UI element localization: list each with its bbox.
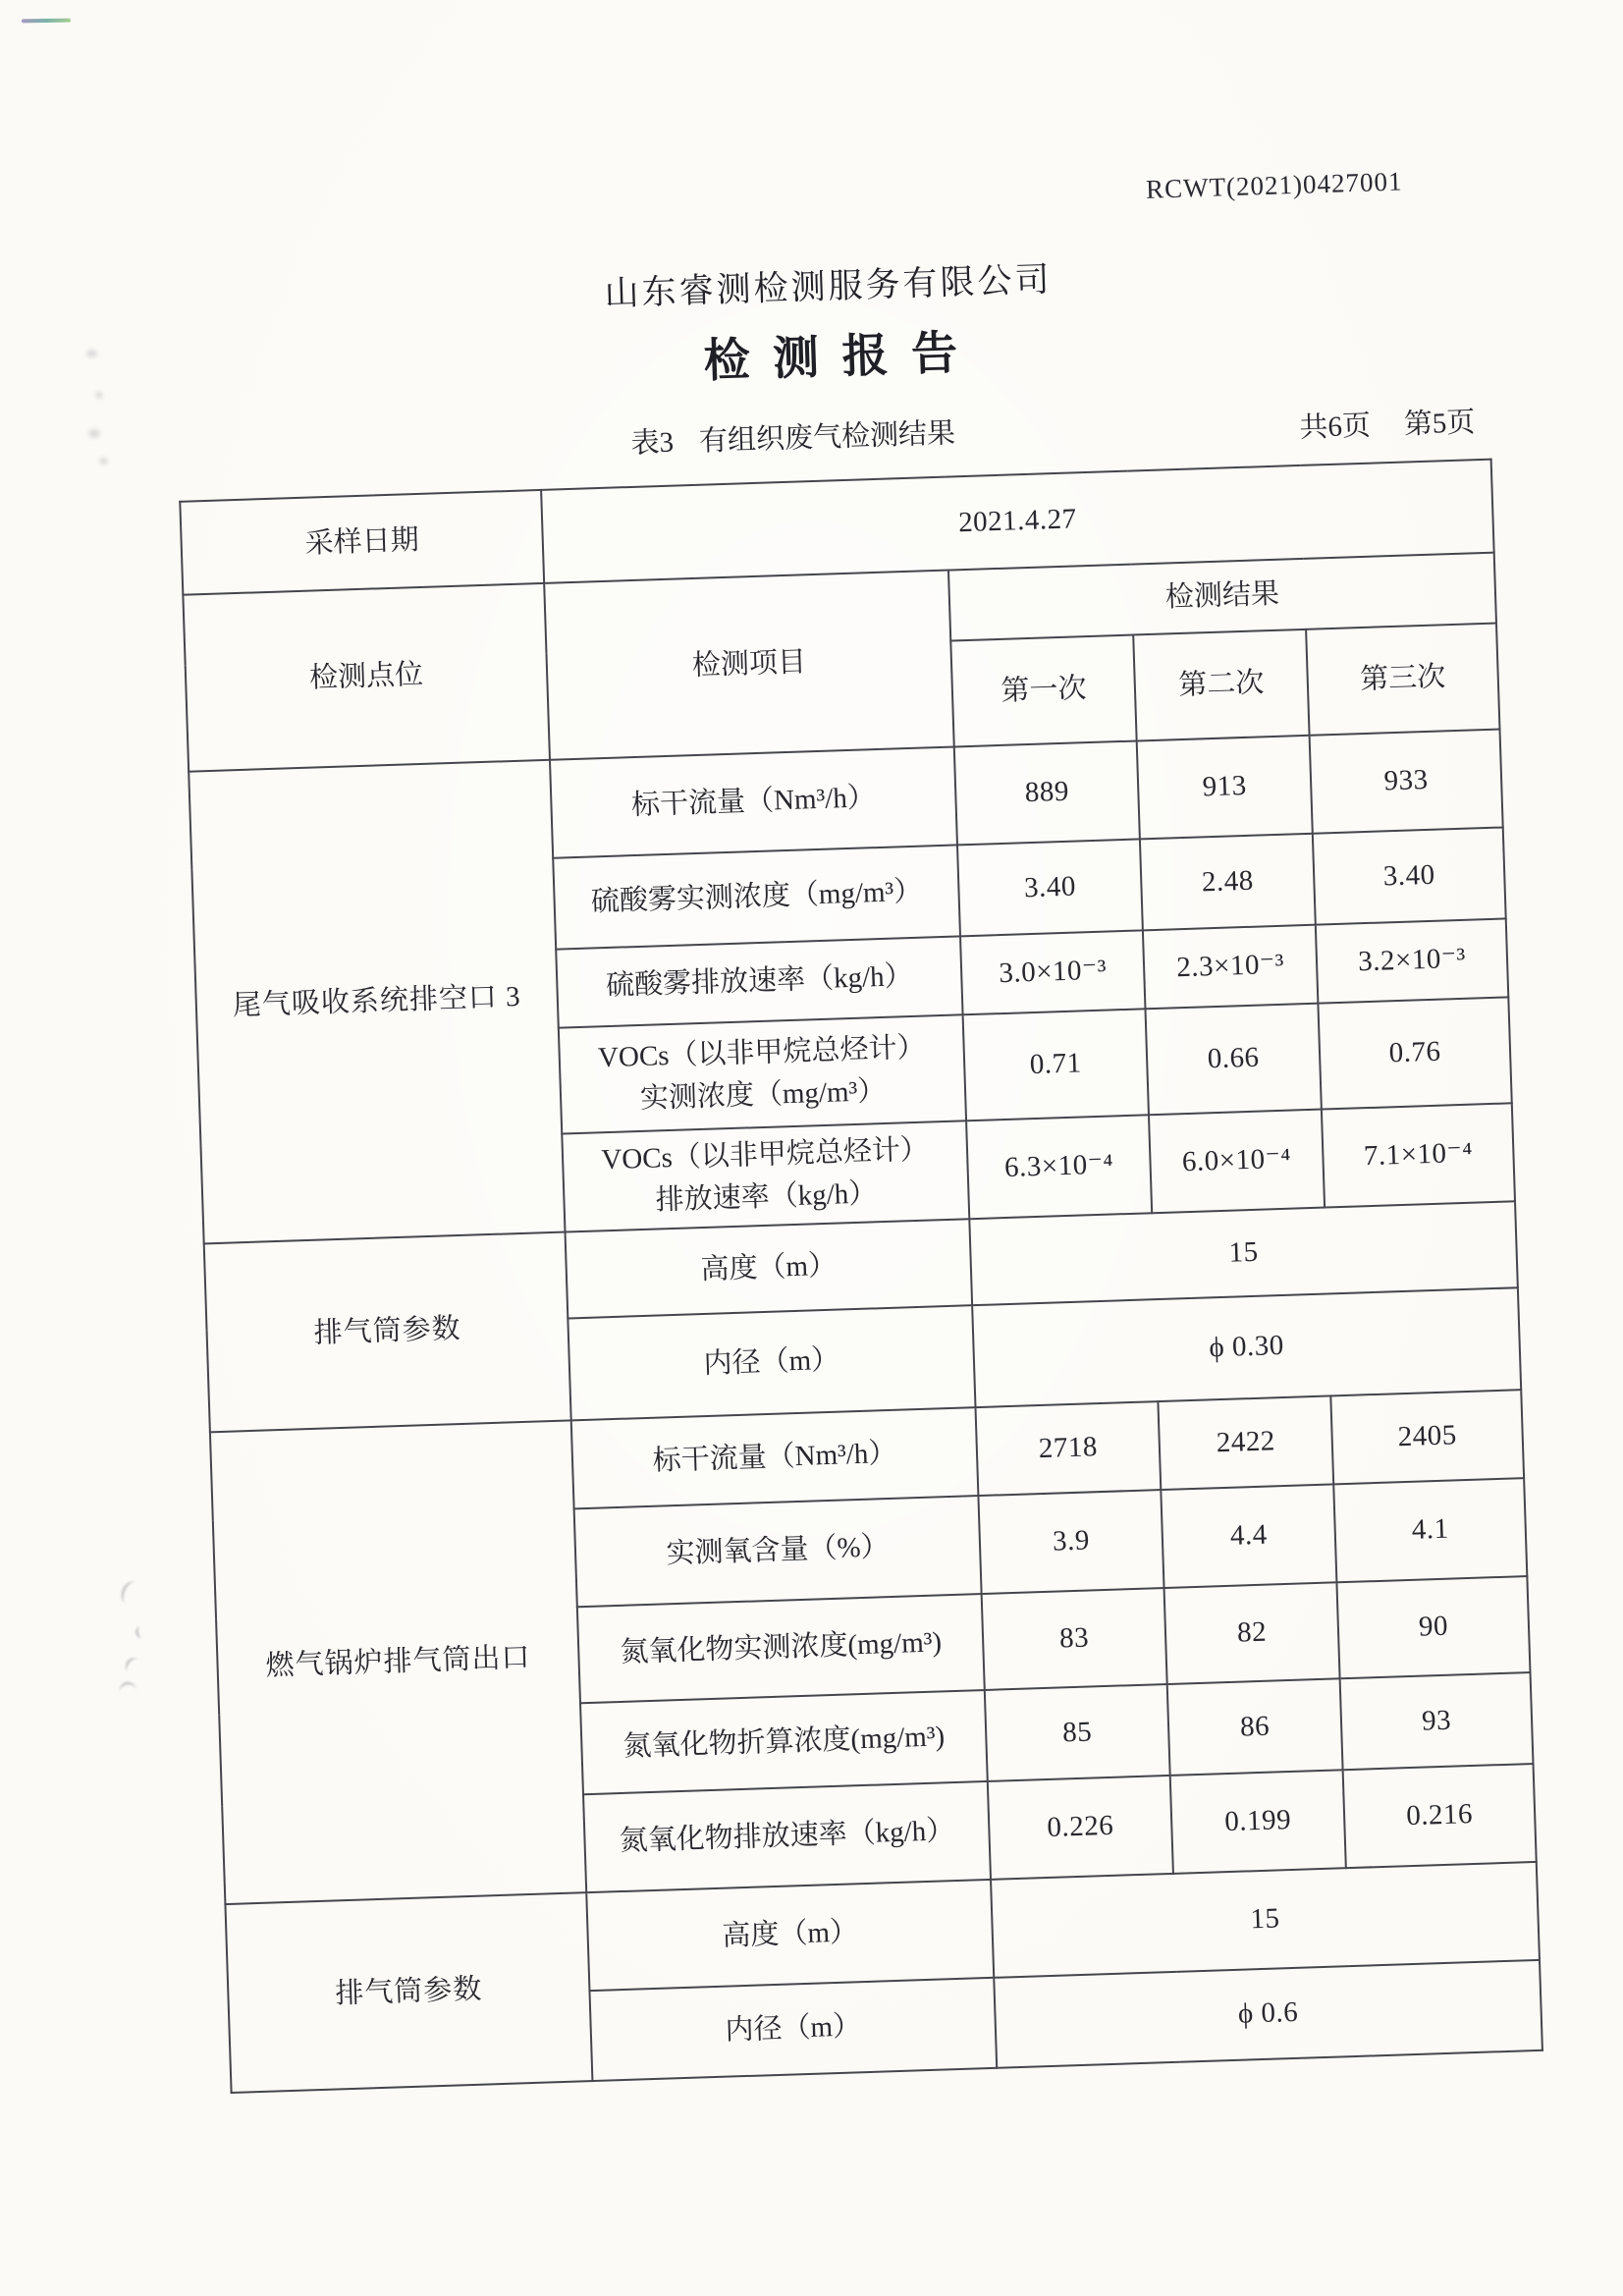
result-cell: 933 — [1310, 730, 1503, 834]
group-label-cell: 排气筒参数 — [225, 1892, 592, 2093]
item-label-cell: 标干流量（Nm³/h） — [550, 746, 957, 857]
result-cell: 2405 — [1330, 1390, 1524, 1484]
run1-header: 第一次 — [950, 635, 1136, 747]
item-label-cell: 硫酸雾实测浓度（mg/m³） — [553, 845, 960, 949]
item-label-cell: 高度（m） — [586, 1880, 994, 1991]
result-cell: 85 — [985, 1684, 1170, 1781]
result-cell: 82 — [1164, 1582, 1340, 1684]
result-cell: 83 — [982, 1588, 1167, 1690]
page-current: 第5页 — [1403, 407, 1476, 441]
table-caption-number: 表3 — [630, 426, 675, 460]
report-number: RCWT(2021)0427001 — [1145, 166, 1403, 204]
scan-smudge — [86, 350, 97, 357]
result-cell: 4.1 — [1333, 1478, 1527, 1582]
result-cell: 0.226 — [988, 1776, 1173, 1880]
item-column-header: 检测项目 — [544, 571, 954, 760]
merged-result-cell: 15 — [991, 1862, 1540, 1978]
group-label-cell: 尾气吸收系统排空口 3 — [189, 760, 565, 1244]
scan-smudge — [88, 429, 100, 438]
result-cell: 7.1×10⁻⁴ — [1322, 1103, 1515, 1207]
scan-artifact-stripe — [22, 19, 71, 24]
result-cell: 93 — [1340, 1672, 1534, 1770]
company-name: 山东睿测检测服务有限公司 — [604, 260, 1054, 313]
item-label-cell: 内径（m） — [589, 1978, 997, 2081]
sampling-date-value-cell: 2021.4.27 — [541, 460, 1494, 583]
item-label-cell: 内径（m） — [568, 1305, 975, 1420]
result-column-header: 检测结果 — [948, 553, 1496, 641]
item-label-cell: VOCs（以非甲烷总烃计） 排放速率（kg/h） — [562, 1121, 969, 1231]
result-cell: 3.2×10⁻³ — [1316, 918, 1508, 1003]
report-content — [169, 146, 1542, 2112]
merged-result-cell: ϕ 0.6 — [994, 1960, 1542, 2068]
merged-result-cell: ϕ 0.30 — [972, 1287, 1521, 1407]
result-cell: 889 — [954, 740, 1140, 845]
group-label-cell: 排气筒参数 — [204, 1232, 571, 1433]
result-cell: 0.71 — [963, 1009, 1149, 1121]
report-title: 检测报告 — [702, 327, 982, 388]
page-indicator — [1299, 400, 1476, 446]
point-column-header: 检测点位 — [183, 583, 550, 772]
run2-header: 第二次 — [1133, 629, 1309, 741]
run3-header: 第三次 — [1306, 624, 1499, 736]
result-cell: 0.66 — [1145, 1004, 1321, 1116]
result-cell: 86 — [1167, 1678, 1343, 1776]
scan-pencil-mark — [123, 1655, 144, 1676]
result-cell: 0.216 — [1343, 1764, 1537, 1868]
result-cell: 3.40 — [957, 839, 1143, 936]
item-label-cell: 氮氧化物排放速率（kg/h） — [583, 1781, 991, 1892]
scan-pencil-mark — [118, 1578, 144, 1608]
item-label-cell: VOCs（以非甲烷总烃计） 实测浓度（mg/m³） — [559, 1014, 966, 1133]
item-label-cell: 实测氧含量（%） — [574, 1496, 982, 1607]
results-table — [179, 459, 1543, 2094]
result-cell: 0.76 — [1318, 997, 1511, 1109]
item-label-cell: 氮氧化物实测浓度(mg/m³) — [577, 1594, 985, 1703]
result-cell: 4.4 — [1161, 1484, 1336, 1588]
result-cell: 90 — [1336, 1576, 1530, 1678]
result-cell: 2718 — [975, 1401, 1161, 1496]
result-cell: 3.9 — [978, 1490, 1163, 1594]
item-label-cell: 氮氧化物折算浓度(mg/m³) — [580, 1690, 988, 1794]
result-cell: 6.3×10⁻⁴ — [966, 1115, 1152, 1219]
result-cell: 3.0×10⁻³ — [960, 930, 1145, 1014]
result-cell: 2422 — [1158, 1395, 1333, 1490]
result-cell: 2.3×10⁻³ — [1143, 925, 1318, 1010]
scan-pencil-mark — [135, 1625, 147, 1639]
item-label-cell: 高度（m） — [566, 1219, 973, 1318]
item-label-cell: 硫酸雾排放速率（kg/h） — [556, 936, 962, 1027]
result-cell: 913 — [1137, 736, 1313, 840]
group-label-cell: 燃气锅炉排气筒出口 — [210, 1420, 586, 1904]
result-cell: 3.40 — [1313, 827, 1506, 924]
scan-pencil-mark — [118, 1680, 138, 1704]
result-cell: 6.0×10⁻⁴ — [1149, 1110, 1325, 1214]
pages-total: 共6页 — [1298, 410, 1372, 444]
scan-smudge — [95, 392, 103, 399]
table-caption — [630, 410, 956, 462]
result-cell: 0.199 — [1170, 1770, 1346, 1874]
scan-smudge — [99, 458, 108, 465]
result-cell: 2.48 — [1140, 834, 1316, 931]
merged-result-cell: 15 — [969, 1201, 1518, 1305]
sampling-date-label-cell: 采样日期 — [180, 490, 544, 595]
item-label-cell: 标干流量（Nm³/h） — [571, 1407, 979, 1508]
table-caption-text: 有组织废气检测结果 — [698, 417, 956, 458]
